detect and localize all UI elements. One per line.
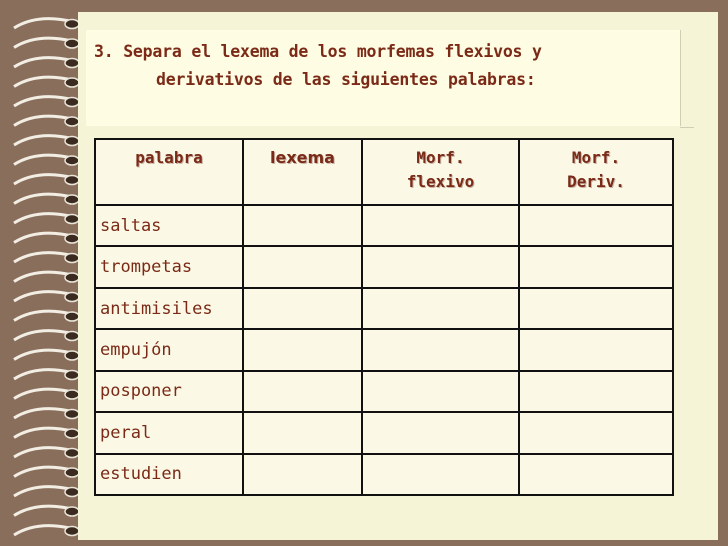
spiral-hole: [65, 176, 79, 185]
spiral-hole: [65, 507, 79, 516]
header-morf-flexivo: Morf. flexivo: [363, 140, 518, 204]
flexivo-cell[interactable]: [363, 330, 518, 369]
spiral-hole: [65, 293, 79, 302]
instruction-line-1: 3. Separa el lexema de los morfemas flexivos y: [94, 42, 542, 61]
instruction-text: [86, 30, 680, 94]
spiral-binding: [0, 0, 86, 546]
spiral-hole: [65, 410, 79, 419]
lexema-cell[interactable]: [244, 455, 361, 494]
spiral-hole: [65, 390, 79, 399]
spiral-hole: [65, 488, 79, 497]
lexema-cell[interactable]: [244, 372, 361, 411]
flexivo-cell[interactable]: [363, 206, 518, 245]
spiral-hole: [65, 215, 79, 224]
header-lexema: lexema: [244, 140, 361, 204]
instruction-box: [86, 30, 681, 126]
spiral-hole: [65, 527, 79, 536]
spiral-hole: [65, 195, 79, 204]
spiral-hole: [65, 254, 79, 263]
lexema-cell[interactable]: [244, 206, 361, 245]
divider: [680, 127, 694, 128]
deriv-cell[interactable]: [520, 247, 672, 286]
spiral-hole: [65, 312, 79, 321]
spiral-hole: [65, 59, 79, 68]
spiral-hole: [65, 273, 79, 282]
deriv-cell[interactable]: [520, 206, 672, 245]
spiral-hole: [65, 371, 79, 380]
word-cell: posponer: [96, 372, 242, 411]
spiral-hole: [65, 156, 79, 165]
header-palabra: palabra: [96, 140, 242, 204]
spiral-hole: [65, 234, 79, 243]
deriv-cell[interactable]: [520, 372, 672, 411]
word-cell: trompetas: [96, 247, 242, 286]
spiral-hole: [65, 468, 79, 477]
spiral-hole: [65, 78, 79, 87]
spiral-hole: [65, 449, 79, 458]
header-morf-deriv: Morf. Deriv.: [520, 140, 672, 204]
lexema-cell[interactable]: [244, 247, 361, 286]
spiral-hole: [65, 429, 79, 438]
spiral-hole: [65, 20, 79, 29]
exercise-table: [94, 138, 674, 496]
word-cell: empujón: [96, 330, 242, 369]
deriv-cell[interactable]: [520, 289, 672, 328]
word-cell: antimisiles: [96, 289, 242, 328]
flexivo-cell[interactable]: [363, 289, 518, 328]
flexivo-cell[interactable]: [363, 455, 518, 494]
deriv-cell[interactable]: [520, 330, 672, 369]
lexema-cell[interactable]: [244, 289, 361, 328]
word-cell: estudien: [96, 455, 242, 494]
deriv-cell[interactable]: [520, 455, 672, 494]
flexivo-cell[interactable]: [363, 413, 518, 452]
lexema-cell[interactable]: [244, 413, 361, 452]
lexema-cell[interactable]: [244, 330, 361, 369]
spiral-hole: [65, 332, 79, 341]
flexivo-cell[interactable]: [363, 247, 518, 286]
word-cell: saltas: [96, 206, 242, 245]
word-cell: peral: [96, 413, 242, 452]
spiral-hole: [65, 137, 79, 146]
instruction-line-2: derivativos de las siguientes palabras:: [156, 70, 536, 89]
deriv-cell[interactable]: [520, 413, 672, 452]
spiral-hole: [65, 117, 79, 126]
flexivo-cell[interactable]: [363, 372, 518, 411]
spiral-hole: [65, 39, 79, 48]
spiral-hole: [65, 98, 79, 107]
spiral-hole: [65, 351, 79, 360]
